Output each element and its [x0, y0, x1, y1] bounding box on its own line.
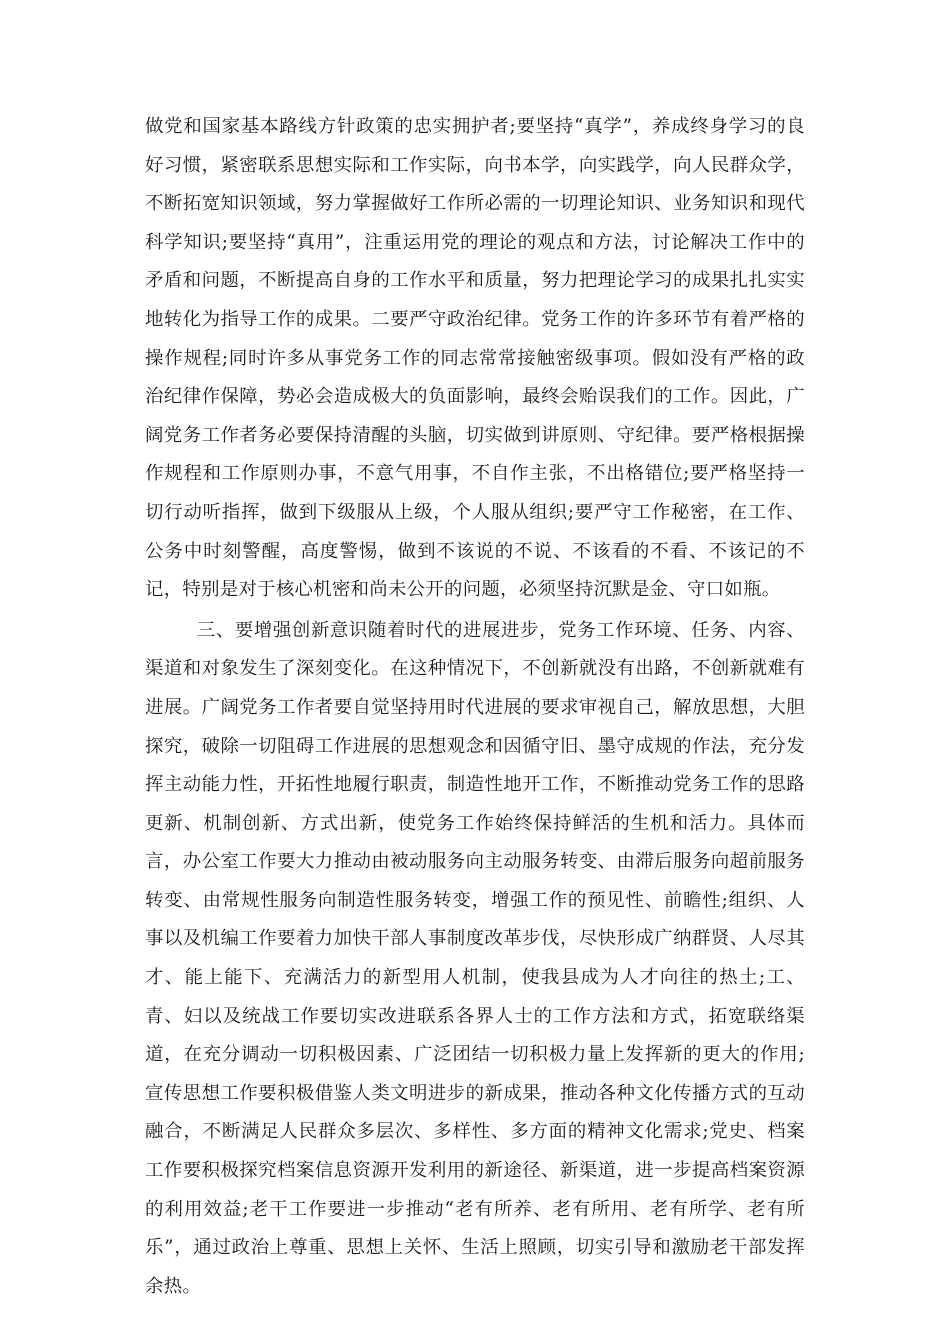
- paragraph-political-discipline: 做党和国家基本路线方针政策的忠实拥护者;要坚持“真学”，养成终身学习的良好习惯，紧密联系思想实际和工作实际，向书本学，向实践学，向人民群众学，不断拓宽知识领域，努力掌握做好工作所必需的一切理论知识、业务知识和现代科学知识;要坚持“真用”，注重运用党的理论的观点和方法，讨论解决工作中的矛盾和问题，不断提高自身的工作水平和质量，努力把理论学习的成果扎扎实实地转化为指导工作的成果。二要严守政治纪律。党务工作的许多环节有着严格的操作规程;同时许多从事党务工作的同志常常接触密级事项。假如没有严格的政治纪律作保障，势必会造成极大的负面影响，最终会贻误我们的工作。因此，广阔党务工作者务必要保持清醒的头脑，切实做到讲原则、守纪律。要严格根据操作规程和工作原则办事，不意气用事，不自作主张，不出格错位;要严格坚持一切行动听指挥，做到下级服从上级，个人服从组织;要严守工作秘密，在工作、公务中时刻警醒，高度警惕，做到不该说的不说、不该看的不看、不该记的不记，特别是对于核心机密和尚未公开的问题，必须坚持沉默是金、守口如瓶。: [145, 116, 805, 601]
- document-body: [145, 108, 805, 1306]
- paragraph-innovation-awareness: 三、要增强创新意识随着时代的进展进步，党务工作环境、任务、内容、渠道和对象发生了深刻变化。在这种情况下，不创新就没有出路，不创新就难有进展。广阔党务工作者要自觉坚持用时代进展的要求审视自己，解放思想，大胆探究，破除一切阻碍工作进展的思想观念和因循守旧、墨守成规的作法，充分发挥主动能力性，开拓性地履行职责，制造性地开工作，不断推动党务工作的思路更新、机制创新、方式出新，使党务工作始终保持鲜活的生机和活力。具体而言，办公室工作要大力推动由被动服务向主动服务转变、由滞后服务向超前服务转变、由常规性服务向制造性服务转变，增强工作的预见性、前瞻性;组织、人事以及机编工作要着力加快干部人事制度改革步伐，尽快形成广纳群贤、人尽其才、能上能下、充满活力的新型用人机制，使我县成为人才向往的热土;工、青、妇以及统战工作要切实改进联系各界人士的工作方法和方式，拓宽联络渠道，在充分调动一切积极因素、广泛团结一切积极力量上发挥新的更大的作用;宣传思想工作要积极借鉴人类文明进步的新成果，推动各种文化传播方式的互动融合，不断满足人民群众多层次、多样性、多方面的精神文化需求;党史、档案工作要积极探究档案信息资源开发利用的新途径、新渠道，进一步提高档案资源的利用效益;老干工作要进一步推动“老有所养、老有所用、老有所学、老有所乐”，通过政治上尊重、思想上关怀、生活上照顾，切实引导和激励老干部发挥余热。: [145, 619, 805, 1297]
